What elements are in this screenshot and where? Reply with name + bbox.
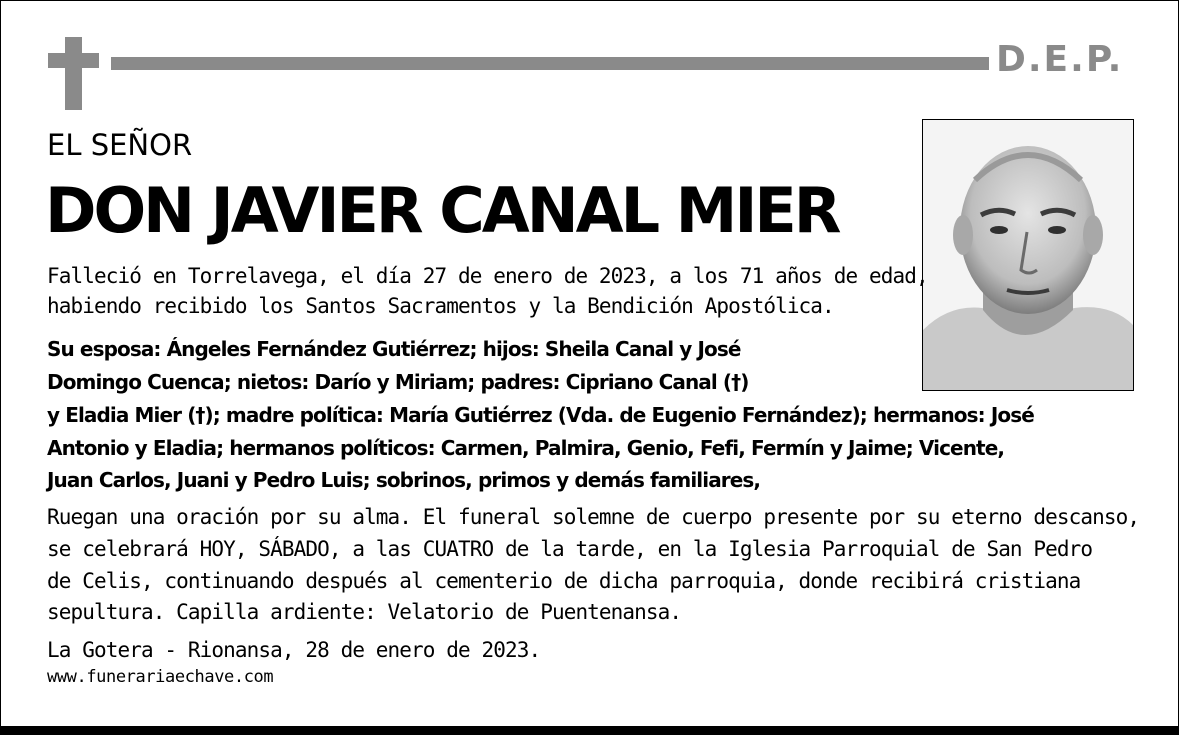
portrait-photo bbox=[922, 119, 1134, 391]
honorific: EL SEÑOR bbox=[47, 128, 193, 162]
funeral-line: sepultura. Capilla ardiente: Velatorio de Puentenansa. bbox=[47, 600, 682, 624]
family-line: Antonio y Eladia; hermanos políticos: Carmen, Palmira, Genio, Fefi, Fermín y Jaime; Vicente, bbox=[47, 436, 1005, 460]
website-link[interactable]: www.funerariaechave.com bbox=[47, 667, 274, 687]
family-line: Juan Carlos, Juani y Pedro Luis; sobrinos, primos y demás familiares, bbox=[47, 468, 761, 492]
deceased-name: DON JAVIER CANAL MIER bbox=[45, 174, 839, 247]
death-notice-line: Falleció en Torrelavega, el día 27 de enero de 2023, a los 71 años de edad, bbox=[47, 264, 928, 288]
place-date: La Gotera - Rionansa, 28 de enero de 2023. bbox=[47, 638, 541, 662]
funeral-line: se celebrará HOY, SÁBADO, a las CUATRO de la tarde, en la Iglesia Parroquial de San Pedro bbox=[47, 537, 1093, 561]
death-notice-line: habiendo recibido los Santos Sacramentos y la Bendición Apostólica. bbox=[47, 294, 834, 318]
funeral-line: de Celis, continuando después al cementerio de dicha parroquia, donde recibirá cristiana bbox=[47, 569, 1081, 593]
family-line: Domingo Cuenca; nietos: Darío y Miriam; padres: Cipriano Canal (†) bbox=[47, 370, 749, 394]
dep-label: D.E.P. bbox=[996, 39, 1124, 80]
header-rule bbox=[111, 57, 989, 70]
funeral-line: Ruegan una oración por su alma. El funeral solemne de cuerpo presente por su eterno descanso, bbox=[47, 505, 1140, 529]
family-line: y Eladia Mier (†); madre política: María Gutiérrez (Vda. de Eugenio Fernández); hermanos: José bbox=[47, 403, 1034, 427]
bottom-border bbox=[1, 726, 1178, 734]
family-line: Su esposa: Ángeles Fernández Gutiérrez; hijos: Sheila Canal y José bbox=[47, 337, 741, 361]
